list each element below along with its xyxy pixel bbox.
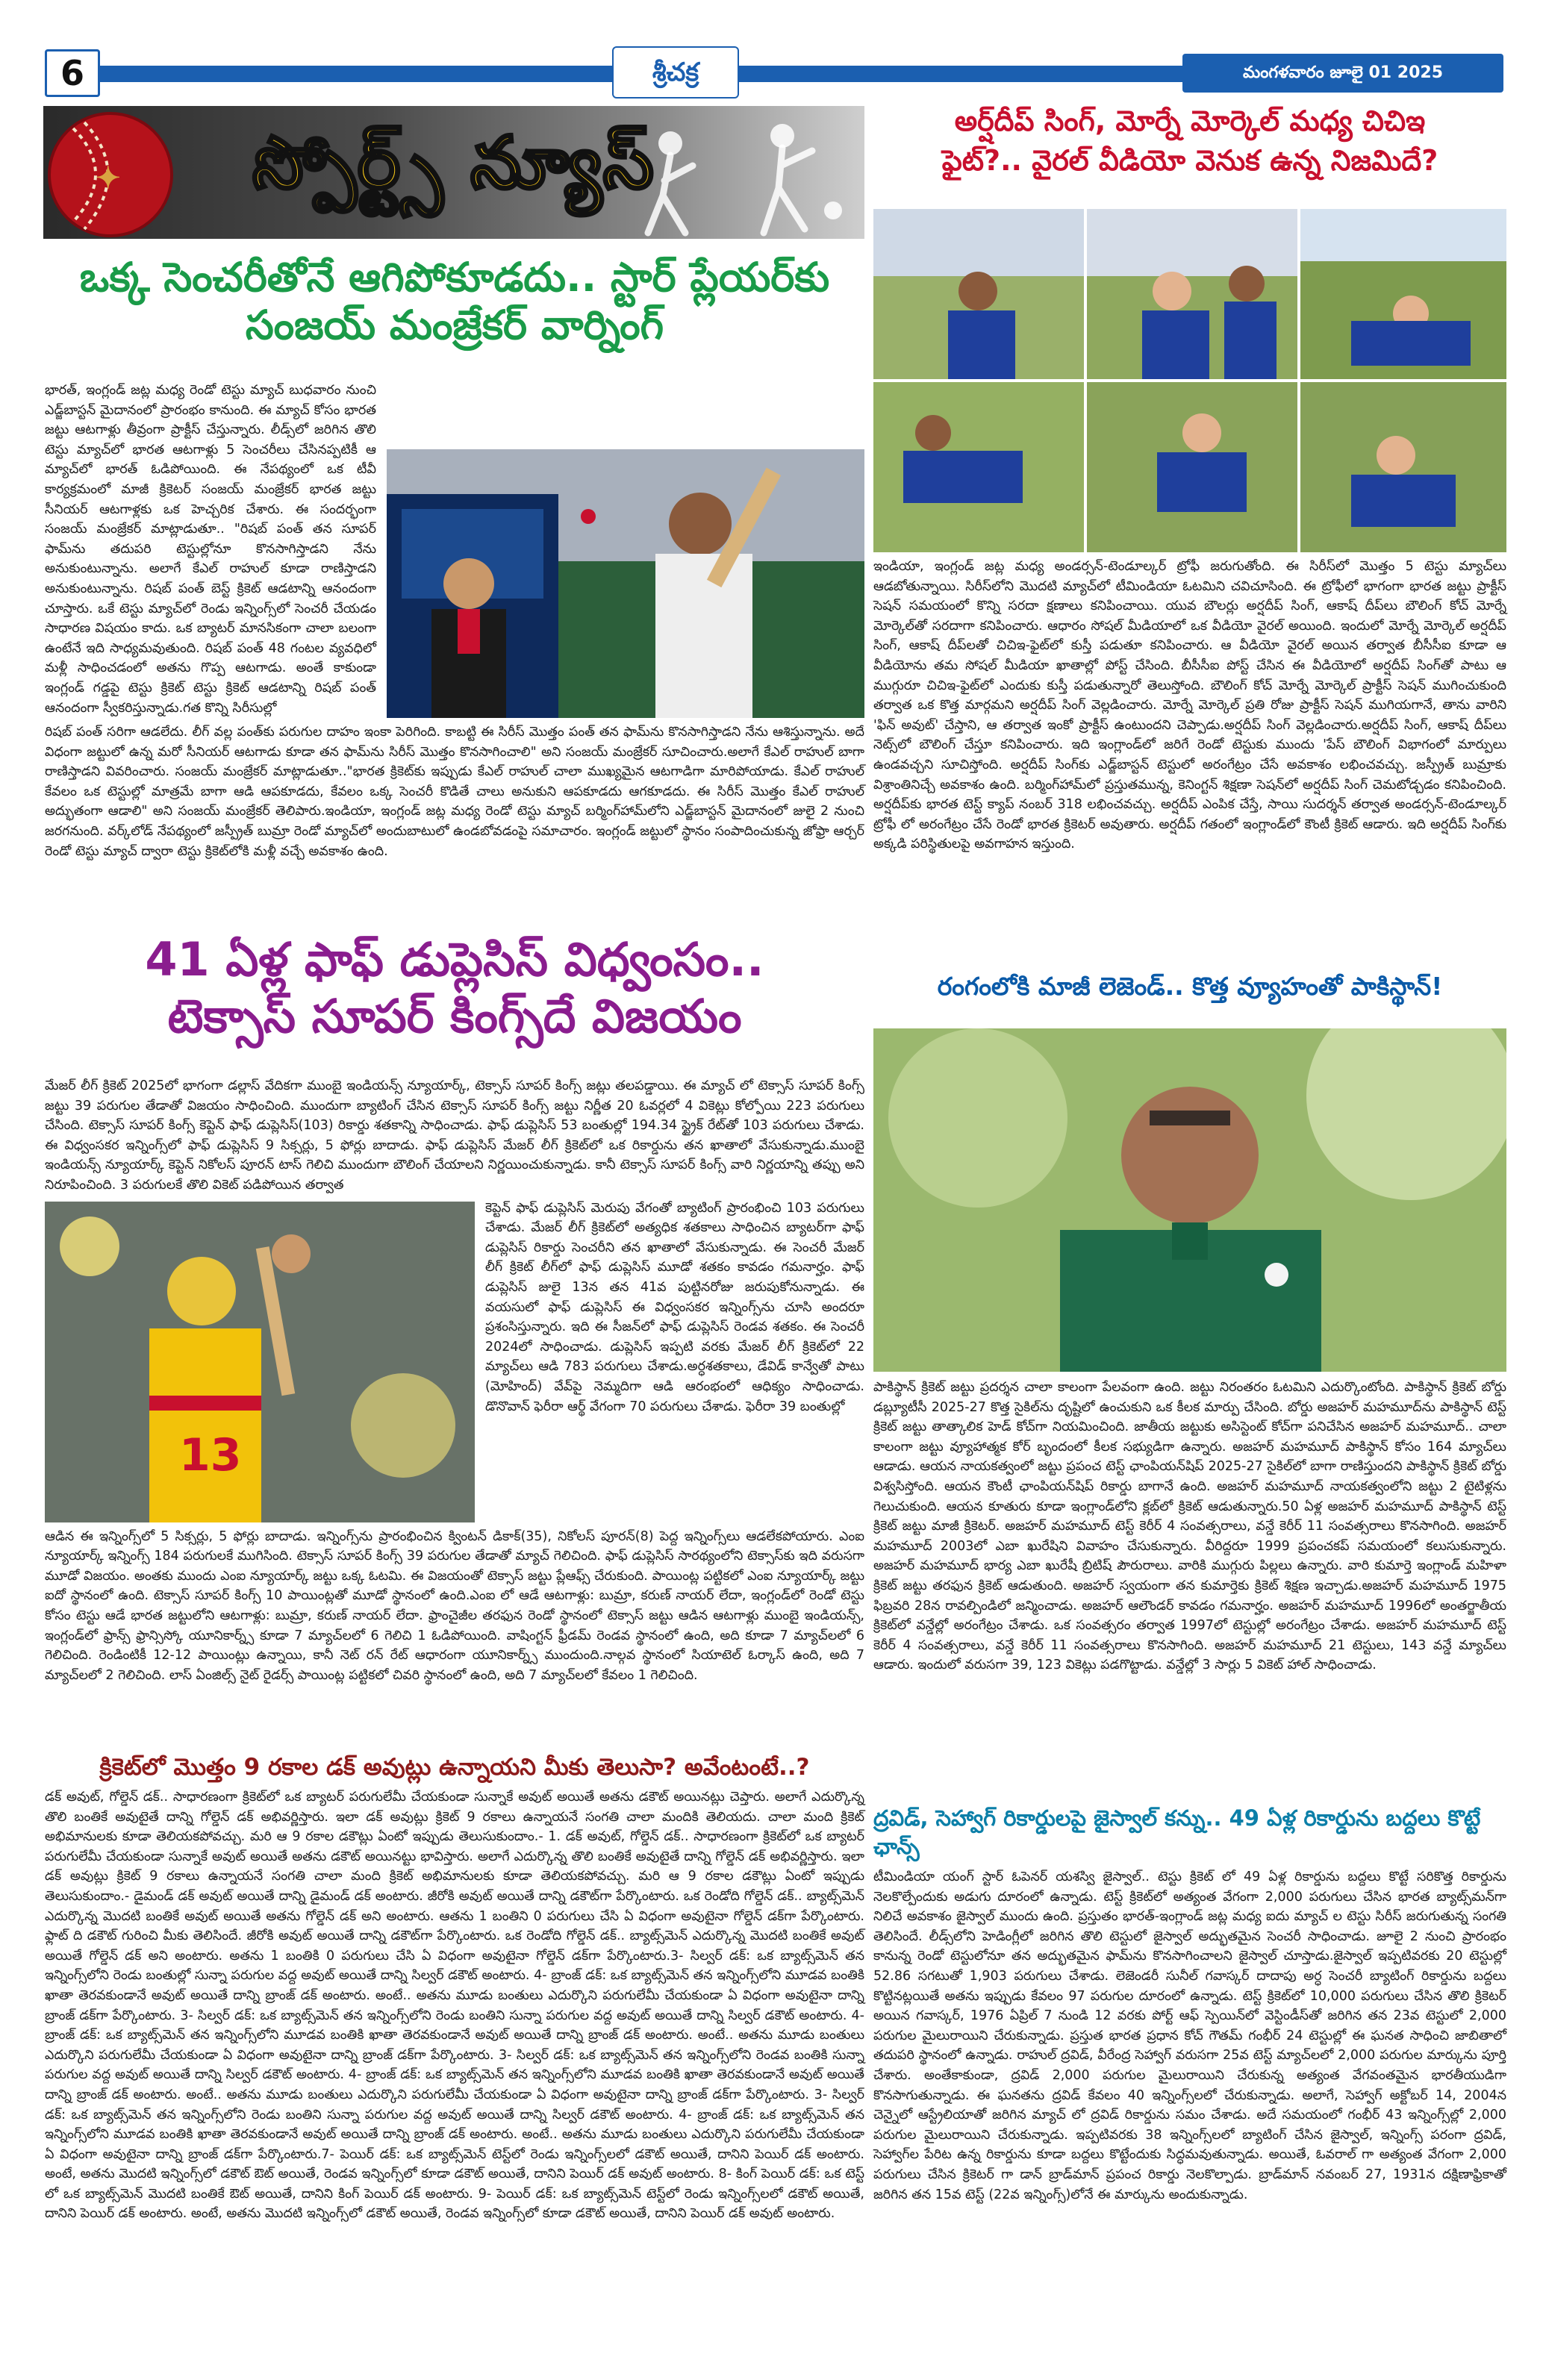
issue-date: మంగళవారం జూలై 01 2025 <box>1242 63 1444 82</box>
duplessis-paragraph-1: మేజర్ లీగ్ క్రికెట్ 2025లో భాగంగా డల్లాస్ వేదికగా ముంబై ఇండియన్స్ న్యూయార్క్, టెక్సాస్ సూపర్ కింగ్స్ జట్లు తలపడ్డాయి. ఈ మ్యాచ్ లో టెక్సాస్ సూపర్ కింగ్స్ జట్టు 39 పరుగుల తేడాతో విజయం సాధించింది. ముందుగా బ్యాటింగ్ చేసిన టెక్సాస్ సూపర్ కింగ్స్ జట్టు నిర్ణీత 20 ఓవర్లలో 4 వికెట్లు కోల్పోయి 223 పరుగులు చేసింది. టెక్సాస్ సూపర్ కింగ్స్ కెప్టెన్ ఫాఫ్ డుప్లెసిస్(103) రికార్డు శతకాన్ని సాధించాడు. ఫాఫ్ డుప్లెసిస్ 53 బంతుల్లో 194.34 స్ట్రైక్ రేట్‌తో 103 పరుగులు చేశాడు. ఈ విధ్వంసకర ఇన్నింగ్స్‌లో ఫాఫ్ డుప్లెసిస్ 9 సిక్సర్లు, 5 ఫోర్లు బాదాడు. ఫాఫ్ డుప్లెసిస్ మేజర్ లీగ్ క్రికెట్‌లో ఒక రికార్డును తన ఖాతాలో వేసుకున్నాడు.ముంబై ఇండియన్స్ న్యూయార్క్ కెప్టెన్ నికోలస్ పూరన్ టాస్ గెలిచి ముందుగా బౌలింగ్ చేయాలని నిర్ణయించుకున్నాడు. కానీ టెక్సాస్ సూపర్ కింగ్స్ వారి నిర్ణయాన్ని తప్పు అని నిరూపించింది. 3 పరుగులకే తొలి వికెట్ పడిపోయిన తర్వాత <box>45 1078 864 1193</box>
sports-news-banner <box>43 106 864 239</box>
pakistan-paragraph-1: పాకిస్థాన్ క్రికెట్ జట్టు ప్రదర్శన చాలా కాలంగా పేలవంగా ఉంది. జట్టు నిరంతరం ఓటమిని ఎదుర్కొంటోంది. పాకిస్థాన్ క్రికెట్ బోర్డు డబ్ల్యూటీసీ 2025-27 కొత్త సైకిల్‌ను దృష్టిలో ఉంచుకుని ఒక కీలక మార్పు చేసింది. బోర్డు అజహర్ మహమూద్‌ను పాకిస్థాన్ టెస్ట్ క్రికెట్ జట్టు తాత్కాలిక హెడ్ కోచ్‌గా నియమించింది. జాతీయ జట్టుకు అసిస్టెంట్ కోచ్‌గా పనిచేసిన అజహర్ మహమూద్.. చాలా కాలంగా జట్టు వ్యూహాత్మక కోర్ బృందంలో కీలక సభ్యుడిగా ఉన్నారు. అజహర్ మహమూద్ పాకిస్థాన్ కోసం 164 మ్యాచ్‌లు ఆడాడు. ఆయన నాయకత్వంలో జట్టు ప్రపంచ టెస్ట్ ఛాంపియన్‌షిప్ 2025-27 సైకిల్‌లో బాగా రాణిస్తుందని పాకిస్థాన్ క్రికెట్ బోర్డు విశ్వసిస్తోంది. ఆయన కౌంటీ ఛాంపియన్‌షిప్ రికార్డు బాగానే ఉంది. అజహర్ మహమూద్ నాయకత్వంలోని జట్టు 2 టైటిళ్లను గెలుచుకుంది. ఆయన కూతురు కూడా ఇంగ్లాండ్‌లోని క్లబ్‌లో క్రికెట్ ఆడుతున్నారు.50 ఏళ్ల అజహర్ మహమూద్ పాకిస్థాన్ టెస్ట్ క్రికెట్ జట్టు మాజీ క్రికెటర్. అజహర్ మహమూద్ టెస్ట్ కెరీర్ 4 సంవత్సరాలు, వన్డే కెరీర్ 11 సంవత్సరాలు కొనసాగింది. అజహర్ మహమూద్ 2003లో ఎబా ఖురేషిని వివాహం చేసుకున్నారు. వీరిద్దరూ 1999 ప్రపంచకప్ సమయంలో కలుసుకున్నారు. అజహర్ మహమూద్ భార్య ఎబా ఖురేషీ బ్రిటిష్ పౌరురాలు. వారికి ముగ్గురు పిల్లలు ఉన్నారు. వారి కుమార్తె ఇంగ్లాండ్ మహిళా క్రికెట్ జట్టు తరఫున క్రికెట్ ఆడుతుంది. అజహర్ స్వయంగా తన కుమార్తెకు క్రికెట్ శిక్షణ ఇచ్చాడు.అజహర్ మహమూద్ 1975 ఫిబ్రవరి 28న రావల్పిండిలో జన్మించాడు. అజహర్ ఆలౌండర్ కావడం గమనార్హం. అజహర్ మహమూద్ 1996లో అంతర్జాతీయ క్రికెట్‌లో వన్డేల్లో అరంగేట్రం చేశాడు. ఒక సంవత్సరం తర్వాత 1997లో టెస్టుల్లో అరంగేట్రం చేశాడు. అజహర్ మహమూద్ టెస్ట్ కెరీర్ 4 సంవత్సరాలు, వన్డే కెరీర్ 11 సంవత్సరాలు కొనసాగింది. అజహర్ మహమూద్ 21 టెస్టులు, 143 వన్డే మ్యాచ్‌లు ఆడారు. ఇందులో వరుసగా 39, 123 వికెట్లు పడగొట్టాడు. వన్డేల్లో 3 సార్లు 5 వికెట్ హాల్ సాధించాడు. <box>873 1380 1506 1673</box>
manjrekar-paragraph-2: రిషబ్ పంత్ సరిగా ఆడలేదు. లీగ్ వల్ల పంత్‌కు పరుగుల దాహం ఇంకా పెరిగింది. కాబట్టి ఈ సిరీస్ మొత్తం పంత్ తన ఫామ్‌ను కొనసాగిస్తాడని నేను ఆశిస్తున్నాను. అదే విధంగా జట్టులో ఉన్న మరో సీనియర్ ఆటగాడు కూడా తన ఫామ్‌ను సిరీస్ మొత్తం కొనసాగించాలి" అని సంజయ్ మంజ్రేకర్ సూచించారు.అలాగే కేఎల్ రాహుల్ బాగా రాణిస్తాడని వివరించారు. సంజయ్ మంజ్రేకర్ మాట్లాడుతూ.."భారత క్రికెట్‌కు ఇప్పుడు కేఎల్ రాహుల్ చాలా ముఖ్యమైన ఆటగాడిగా మారిపోయాడు. కేఎల్ రాహుల్ కేవలం ఒక టెస్టుల్లో మాత్రమే బాగా ఆడి ఆపకూడదు, కేవలం ఒక్క సెంచరీ కొడితే చాలు అనుకుని ఆపకూడదు ఆగకూడదు. ఈ సిరీస్ మొత్తం కేఎల్ రాహుల్ అద్భుతంగా ఆడాలి" అని సంజయ్ మంజ్రేకర్ తెలిపారు.ఇండియా, ఇంగ్లండ్ జట్ల మధ్య రెండో టెస్టు మ్యాచ్ బర్మింగ్‌హామ్‌లోని ఎడ్జ్‌బాస్టన్ మైదానంలో జులై 2 నుంచి జరగనుంది. వర్క్‌లోడ్ నేపథ్యంలో జస్ప్రీత్ బుమ్రా రెండో మ్యాచ్‌లో అందుబాటులో ఉండబోవడంపై సమాచారం. ఇంగ్లండ్ జట్టులో స్థానం సంపాదించుకున్న జోఫ్రా ఆర్చర్ రెండో టెస్టు మ్యాచ్ ద్వారా టెస్టు క్రికెట్‌లోకి మళ్లీ వచ్చే అవకాశం ఉంది. <box>45 725 864 859</box>
manjrekar-photo <box>387 449 864 718</box>
headline-pakistan: రంగంలోకి మాజీ లెజెండ్.. కొత్త వ్యూహంతో పాకిస్థాన్! <box>937 972 1443 1001</box>
headline-ducks: క్రికెట్‌లో మొత్తం 9 రకాల డక్ అవుట్లు ఉన్నాయని మీకు తెలుసా? అవేంటంటే..? <box>99 1754 810 1781</box>
section-title: స్పోర్ట్స్ న్యూస్ <box>252 121 655 204</box>
duplessis-celebration-photo <box>45 1202 475 1522</box>
duplessis-paragraph-3: ఆడిన ఈ ఇన్నింగ్స్‌లో 5 సిక్సర్లు, 5 ఫోర్లు బాదాడు. ఇన్నింగ్స్‌ను ప్రారంభించిన క్వింటన్ డికాక్(35), నికోలస్ పూరన్(8) పెద్ద ఇన్నింగ్స్‌లు ఆడలేకపోయారు. ఎంఐ న్యూయార్క్ ఇన్నింగ్స్ 184 పరుగులకే ముగిసింది. టెక్సాస్ సూపర్ కింగ్స్ 39 పరుగుల తేడాతో మ్యాచ్ గెలిచింది. ఫాఫ్ డుప్లెసిస్ సారథ్యంలోని టెక్సాస్‌కు ఇది వరుసగా మూడో విజయం. అంతకు ముందు ఎంఐ న్యూయార్క్ జట్టు ఒక్క ఓటమి. ఈ విజయంతో టెక్సాస్ జట్టు ప్లేఆఫ్స్ చేరుకుంది. పాయింట్ల పట్టికలో ఎంఐ న్యూయార్క్ జట్టు ఐదో స్థానంలో ఉంది. టెక్సాస్ సూపర్ కింగ్స్ 10 పాయింట్లతో మూడో స్థానంలో ఉంది.ఎంఐ లో ఆడే ఆటగాళ్లు: బుమ్రా, కరుణ్ నాయర్ లేదా, ఇంగ్లండ్‌లో రెండో టెస్టు కోసం టెస్టు ఆడే భారత జట్టులోని ఆటగాళ్లు: బుమ్రా, కరుణ్ నాయర్ లేదా. ఫ్రాంచైజీల తరఫున రెండో స్థానంలో టెక్సాస్ జట్టు ఆడిన ఆటగాళ్లు ముంబై ఇండియన్స్, ఇంగ్లండ్‌లో ఫ్రాన్స్ ఫ్రాన్సిస్కో యూనికార్న్స్ కూడా 7 మ్యాచ్‌లలో 6 గెలిచి 1 ఓడిపోయింది. వాషింగ్టన్ ఫ్రీడమ్ రెండవ స్థానంలో ఉంది, అది కూడా 7 మ్యాచ్‌లలో 6 గెలిచింది. రెండింటికీ 12-12 పాయింట్లు ఉన్నాయి, కానీ నెట్ రన్ రేట్ ఆధారంగా యూనికార్న్స్ ముందుంది.నాల్గవ స్థానంలో సియాటెల్ ఓర్కాస్ ఉంది, అది 7 మ్యాచ్‌లలో 2 గెలిచింది. లాస్ ఏంజిల్స్ నైట్ రైడర్స్ పాయింట్ల పట్టికలో చివరి స్థానంలో ఉంది, అది 7 మ్యాచ్‌లలో కేవలం 1 గెలిచింది. <box>45 1528 864 1683</box>
pakistan-photo <box>873 1028 1506 1372</box>
paper-name: శ్రీచక్ర <box>652 57 699 87</box>
headline-duplessis-line1: 41 ఏళ్ల ఫాఫ్ డుప్లెసిస్ విధ్వంసం.. <box>145 932 764 987</box>
arshdeep-paragraph-1: ఇండియా, ఇంగ్లండ్ జట్ల మధ్య అండర్సన్-టెండూల్కర్ ట్రోఫీ జరుగుతోంది. ఈ సిరీస్‌లో మొత్తం 5 టెస్టు మ్యాచ్‌లు ఆడబోతున్నాయి. సిరీస్‌లోని మొదటి మ్యాచ్‌లో టీమిండియా ఓటమిని చవిచూసింది. ఈ ట్రోఫీలో భాగంగా భారత జట్టు ప్రాక్టీస్ సెషన్ సమయంలో కొన్ని సరదా క్షణాలు కనిపించాయి. యువ బౌలర్లు అర్షదీప్ సింగ్, ఆకాష్ దీప్‌లు బౌలింగ్ కోచ్ మోర్నే మోర్కెల్‌తో సరదాగా కనిపించారు. ఆధారం సోషల్ మీడియాలో ఒక వీడియో వైరల్ అయింది. ఇందులో మోర్నే మోర్కెల్ అర్షదీప్ సింగ్, ఆకాష్ దీప్‌లతో చిచిఇ-ఫైట్‌లో కుస్తీ పడుతూ కనిపించారు. ఆ వీడియో వైరల్ అయిన తర్వాత బీసీసీఐ కూడా ఆ వీడియోను తమ సోషల్ మీడియా ఖాతాల్లో పోస్ట్ చేసింది. బీసీసీఐ పోస్ట్ చేసిన ఈ వీడియోలో అర్షదీప్ సింగ్‌తో పాటు ఆ ముగ్గురూ చిచిఇ-ఫైట్‌లో ఎందుకు కుస్తీ పడుతున్నారో తెలుస్తోంది. బౌలింగ్ కోచ్ మోర్నే మోర్కెల్ ప్రాక్టీస్ సెషన్ ముగించుకుంది తర్వాత ఒక కొత్త మార్గమని అర్షదీప్ సింగ్ వెల్లడించారు. మోర్నే మోర్కెల్ ప్రతి రోజు ప్రాక్టీస్ సెషన్ ముగియగానే, తాను వారిని 'ఫిన్ అవుట్' చేస్తాని, ఆ తర్వాత ఇంకో ప్రాక్టీస్ ఉంటుందని చెప్పాడు.అర్షదీప్ సింగ్ వెల్లడించారు.అర్షదీప్ సింగ్, ఆకాష్ దీప్‌లు నెట్స్‌లో బౌలింగ్ చేస్తూ కనిపించారు. ఇది ఇంగ్లాండ్‌లో జరిగే రెండో టెస్టుకు ముందు 'పేస్ బౌలింగ్ విభాగంలో మార్పులు ఉండవచ్చని సూచిస్తోంది. అర్షదీప్ సింగ్‌కు ఎడ్జ్‌బాస్టన్ టెస్టులో అరంగేట్రం చేసే అవకాశం లభించవచ్చు. జస్ప్రీత్ బుమ్రాకు విశ్రాంతినిచ్చే అవకాశం ఉంది. బర్మింగ్‌హామ్‌లో ప్రస్తుతమున్న, కెనింగ్టన్ శిక్షణా సెషన్‌లో అర్షదీప్ సింగ్ చెమటోడ్చడం కనిపించింది. అర్షదీప్‌కు భారత టెస్ట్ క్యాప్ నంబర్ 318 లభించవచ్చు. అర్షదీప్ ఎంపిక చేస్తే, సాయి సుదర్శన్ తర్వాత అండర్సన్-టెండూల్కర్ ట్రోఫీ లో అరంగేట్రం చేసే రెండో భారత క్రికెటర్ అవుతారు. అర్షదీప్ గతంలో ఇంగ్లాండ్‌లో కౌంటీ క్రికెట్ ఆడారు. ఇది అర్షదీప్ సింగ్‌కు అక్కడి పరిస్థితులపై అవగాహన ఇస్తుంది. <box>873 559 1506 852</box>
paper-logo <box>612 46 739 99</box>
headline-jaiswal: ద్రవిడ్, సెహ్వాగ్ రికార్డులపై జైస్వాల్ కన్ను.. 49 ఏళ్ల రికార్డును బద్దలు కొట్టే ఛాన్స్ <box>873 1805 1481 1859</box>
azhar-mahmood-photo <box>873 1028 1506 1372</box>
cricket-ball-icon <box>43 106 208 239</box>
jaiswal-paragraph-1: టీమిండియా యంగ్ స్టార్ ఓపెనర్ యశస్వి జైస్వాల్.. టెస్టు క్రికెట్ లో 49 ఏళ్ల రికార్డును బద్దలు కొట్టే సరికొత్త రికార్డును నెలకొల్పేందుకు అడుగు దూరంలో ఉన్నాడు. టెస్ట్ క్రికెట్‌లో అత్యంత వేగంగా 2,000 పరుగులు చేసిన భారత బ్యాట్స్‌మన్‌గా నిలిచే అవకాశం జైస్వాల్ ముందు ఉంది. ప్రస్తుతం భారత్-ఇంగ్లాండ్ జట్ల మధ్య ఐదు మ్యాచ్ ల టెస్టు సిరీస్ జరుగుతున్న సంగతి తెలిసిందే. లీడ్స్‌లోని హెడింగ్లీలో జరిగిన తొలి టెస్టులో జైస్వాల్ అద్భుతమైన సెంచరీ సాధించాడు. జూలై 2 నుంచి ప్రారంభం కానున్న రెండో టెస్టులోనూ తన అద్భుతమైన ఫామ్‌ను కొనసాగించాలని జైస్వాల్ చూస్తాడు.జైస్వాల్ ఇప్పటివరకు 20 టెస్టుల్లో 52.86 సగటుతో 1,903 పరుగులు చేశాడు. లెజెండరీ సునీల్ గవాస్కర్ దాదాపు అర్ధ సెంచరీ బ్యాటింగ్ రికార్డును బద్దలు కొట్టినట్లయితే అతను ఇప్పుడు కేవలం 97 పరుగుల దూరంలో ఉన్నాడు. టెస్ట్ క్రికెట్‌లో 10,000 పరుగులు చేసిన తొలి క్రికెటర్ అయిన గవాస్కర్, 1976 ఏప్రిల్ 7 నుండి 12 వరకు పోర్ట్ ఆఫ్ స్పెయిన్‌లో వెస్టిండీస్‌తో జరిగిన తన 23వ టెస్టులో 2,000 పరుగుల మైలురాయిని చేరుకున్నాడు. ప్రస్తుత భారత ప్రధాన కోచ్ గౌతమ్ గంభీర్ 24 టెస్టుల్లో ఈ ఘనత సాధించి జాబితాలో తదుపరి స్థానంలో ఉన్నాడు. రాహుల్ ద్రవిడ్, వీరేంద్ర సెహ్వాగ్ వరుసగా 25వ టెస్ట్ మ్యాచ్‌లలో 2,000 పరుగుల మార్కును పూర్తి చేశారు. అంతేకాకుండా, ద్రవిడ్ 2,000 పరుగుల మైలురాయిని చేరుకున్న అత్యంత వేగవంతమైన భారతీయుడిగా కొనసాగుతున్నాడు. ఈ ఘనతను ద్రవిడ్ కేవలం 40 ఇన్నింగ్స్‌లలో చేరుకున్నాడు. అలాగే, సెహ్వాగ్ అక్టోబర్ 14, 2004న చెన్నైలో ఆస్ట్రేలియాతో జరిగిన మ్యాచ్ లో ద్రవిడ్ రికార్డును సమం చేశాడు. అదే సమయంలో గంభీర్ 43 ఇన్నింగ్స్‌ల్లో 2,000 పరుగుల మైలురాయిని చేరుకున్నాడు. ఇప్పటివరకు 38 ఇన్నింగ్స్‌లలో బ్యాటింగ్ చేసిన జైస్వాల్, ఇన్నింగ్స్ పరంగా ద్రవిడ్, సెహ్వాగ్‌ల పేరిట ఉన్న రికార్డును కూడా బద్దలు కొట్టేందుకు సిద్ధమవుతున్నాడు. అయితే, ఓవరాల్ గా అత్యంత వేగంగా 2,000 పరుగులు చేసిన క్రికెటర్ గా డాన్ బ్రాడ్‌మాన్ ప్రపంచ రికార్డు నెలకొల్పాడు. బ్రాడ్‌మాన్ నవంబర్ 27, 1931న దక్షిణాఫ్రికాతో జరిగిన తన 15వ టెస్ట్ (22వ ఇన్నింగ్స్)లోనే ఈ మార్కును అందుకున్నాడు. <box>873 1870 1506 2202</box>
headline-arshdeep-line2: ఫైట్?.. వైరల్ వీడియో వెనుక ఉన్న నిజమిదే? <box>941 144 1438 178</box>
headline-duplessis <box>45 931 864 1044</box>
article-jaiswal-col <box>873 1867 1506 2208</box>
headline-arshdeep-line1: అర్ష్‌దీప్ సింగ్, మోర్నే మోర్కెల్ మధ్య చిచిఇ <box>954 104 1426 137</box>
headline-duplessis-line2: టెక్సాస్ సూపర్ కింగ్స్‌దే విజయం <box>167 988 742 1043</box>
article-manjrekar-col <box>45 381 864 864</box>
svg-text:✦: ✦ <box>96 160 121 196</box>
practice-session-photos <box>873 209 1506 552</box>
article-duplessis-col <box>45 1076 864 1688</box>
page-number-badge <box>45 49 100 97</box>
rahul-batting-photo <box>387 449 864 718</box>
date-banner <box>1182 54 1503 93</box>
duplessis-paragraph-2: కెప్టెన్ ఫాఫ్ డుప్లెసిస్ మెరుపు వేగంతో బ్యాటింగ్ ప్రారంభించి 103 పరుగులు చేశాడు. మేజర్ లీగ్ క్రికెట్‌లో అత్యధిక శతకాలు సాధించిన బ్యాటర్‌గా ఫాఫ్ డుప్లెసిస్ రికార్డు సెంచరీని తన ఖాతాలో వేసుకున్నాడు. ఈ సెంచరీ మేజర్ లీగ్ క్రికెట్ లీగ్‌లో ఫాఫ్ డుప్లెసిస్ మూడో శతకం కావడం గమనార్హం. ఫాఫ్ డుప్లెసిస్ జులై 13న తన 41వ పుట్టినరోజు జరుపుకోనున్నాడు. ఈ వయసులో ఫాఫ్ డుప్లెసిస్ ఈ విధ్వంసకర ఇన్నింగ్స్‌ను చూసి అందరూ ప్రశంసిస్తున్నారు. ఇది ఈ సీజన్‌లో ఫాఫ్ డుప్లెసిస్ రెండవ శతకం. ఈ సెంచరీ 2024లో సాధించాడు. డుప్లెసిస్ ఇప్పటి వరకు మేజర్ లీగ్ క్రికెట్‌లో 22 మ్యాచ్‌లు ఆడి 783 పరుగులు చేశాడు.అర్ధశతకాలు, డేవిడ్ కాన్వేతో పాటు (మోహింద్) వేవ్‌పై నెమ్మదిగా ఆడి ఆరంభంలో ఆధిక్యం సాధించాడు. డొనొవాన్ ఫెరీరా ఆర్థ్ వేగంగా 70 పరుగులు చేశాడు. ఫెరీరా 39 బంతుల్లో <box>485 1200 864 1414</box>
duplessis-photo <box>45 1202 475 1522</box>
ducks-paragraph-1: డక్ అవుట్, గోల్డెన్ డక్.. సాధారణంగా క్రికెట్‌లో ఒక బ్యాటర్ పరుగులేమీ చేయకుండా సున్నాకే అవుట్ అయితే అతను డకౌట్ అయినట్లు చెప్తారు. అలాగే ఎదుర్కొన్న తొలి బంతికే అవుటైతే దాన్ని గోల్డెన్ డక్ అభివర్ణిస్తారు. ఇలా డక్ అవుట్లు క్రికెట్ 9 రకాలు ఉన్నాయనే సంగతి చాలా మందికి తెలియదు. చాలా మంది క్రికెట్ అభిమానులకు కూడా తెలియకపోవచ్చు. మరి ఆ 9 రకాల డకౌట్లు ఏంటో ఇప్పుడు తెలుసుకుందాం.- 1. డక్ అవుట్, గోల్డెన్ డక్.. సాధారణంగా క్రికెట్‌లో ఒక బ్యాటర్ పరుగులేమీ చేయకుండా సున్నాకే అవుట్ అయితే అతను డకౌట్ అయినట్టు భావిస్తారు. అలాగే ఎదుర్కొన్న తొలి బంతికే అవుటైతే దాన్ని గోల్డెన్ డక్ అభివర్ణిస్తారు. ఇలా డక్ అవుట్లు క్రికెట్ 9 రకాలు ఉన్నాయనే సంగతి చాలా మంది క్రికెట్ అభిమానులకు కూడా తెలియకపోవచ్చు. మరి ఆ 9 రకాల డకౌట్లు ఏంటో ఇప్పుడు తెలుసుకుందాం.- డైమండ్ డక్ అవుట్ అయితే దాన్ని డైమండ్ డక్ అంటారు. జీరోకి అవుట్ అయితే దాన్ని డకౌట్‌గా పేర్కొంటారు. ఒక రెండోది గోల్డెన్ డక్.. బ్యాట్స్‌మెన్ ఎదుర్కొన్న మొదటి బంతికే అవుట్ అయితే అతను గోల్డెన్ డక్ అని అంటారు. ఆతను 1 బంతిని 0 పరుగులు చేసి ఏ విధంగా అవుటైనా గోల్డెన్ డక్‌గా పేర్కొంటారు. ఫ్లాట్ ది డకౌట్ గురించి మీకు తెలిసిందే. జీరోకి అవుట్ అయితే దాన్ని డకౌట్‌గా పేర్కొంటారు. ఒక రెండోది గోల్డెన్ డక్.. బ్యాట్స్‌మెన్ ఎదుర్కొన్న మొదటి బంతికే అవుట్ అయితే గోల్డెన్ డక్ అని అంటారు. అతను 1 బంతికి 0 పరుగులు చేసి ఏ విధంగా అవుటైనా గోల్డెన్ డక్‌గా పేర్కొంటారు.3- సిల్వర్ డక్: ఒక బ్యాట్స్‌మెన్ తన ఇన్నింగ్స్‌లోని రెండు బంతుల్లో సున్నా పరుగుల వద్ద అవుట్ అయితే దాన్ని సిల్వర్ డకౌట్ అంటారు. 4- బ్రాంజ్ డక్: ఒక బ్యాట్స్‌మెన్ తన ఇన్నింగ్స్‌లోని మూడవ బంతికి ఖాతా తెరవకుండానే అవుట్ అయితే దాన్ని బ్రాంజ్ డక్ అంటారు. అంటే.. అతను మూడు బంతులు ఎదుర్కొని పరుగులేమీ చేయకుండా ఏ విధంగా అవుటైనా దాన్ని బ్రాంజ్ డక్‌గా పేర్కొంటారు. 3- సిల్వర్ డక్: ఒక బ్యాట్స్‌మెన్ తన ఇన్నింగ్స్‌లోని రెండు బంతిని సున్నా పరుగుల వద్ద అవుట్ అయితే దాన్ని సిల్వర్ డకౌట్ అంటారు. 4- బ్రాంజ్ డక్: ఒక బ్యాట్స్‌మెన్ తన ఇన్నింగ్స్‌లోని మూడవ బంతికి ఖాతా తెరవకుండానే అవుట్ అయితే దాన్ని బ్రాంజ్ డక్ అంటారు. అంటే.. అతను మూడు బంతులు ఎదుర్కొని పరుగులేమీ చేయకుండా ఏ విధంగా అవుటైనా దాన్ని బ్రాంజ్ డక్‌గా పేర్కొంటారు. 3- సిల్వర్ డక్: ఒక బ్యాట్స్‌మెన్ తన ఇన్నింగ్స్‌లోని రెండవ బంతికి సున్నా పరుగుల వద్ద అవుట్ అయితే దాన్ని సిల్వర్ డకౌట్ అంటారు. 4- బ్రాంజ్ డక్: ఒక బ్యాట్స్‌మెన్ తన ఇన్నింగ్స్‌లోని మూడవ బంతికి ఖాతా తెరవకుండానే అవుట్ అయితే దాన్ని బ్రాంజ్ డక్ అంటారు. అంటే.. అతను మూడు బంతులు ఎదుర్కొని పరుగులేమీ చేయకుండా ఏ విధంగా అవుటైనా దాన్ని బ్రాంజ్ డక్‌గా పేర్కొంటారు. 3- సిల్వర్ డక్: ఒక బ్యాట్స్‌మెన్ తన ఇన్నింగ్స్‌లోని రెండు బంతిని సున్నా పరుగుల వద్ద అవుట్ అయితే దాన్ని సిల్వర్ డకౌట్ అంటారు. 4- బ్రాంజ్ డక్: ఒక బ్యాట్స్‌మెన్ తన ఇన్నింగ్స్‌లోని మూడవ బంతికి ఖాతా తెరవకుండానే అవుట్ అయితే దాన్ని బ్రాంజ్ డక్ అంటారు. అంటే.. అతను మూడు బంతులు ఎదుర్కొని పరుగులేమీ చేయకుండా ఏ విధంగా అవుటైనా దాన్ని బ్రాంజ్ డక్‌గా పేర్కొంటారు.7- పెయిర్ డక్: ఒక బ్యాట్స్‌మెన్ టెస్ట్‌లో రెండు ఇన్నింగ్స్‌లలో డకౌట్ అయితే, దానిని పెయిర్ డక్ అంటారు. అంటే, అతను మొదటి ఇన్నింగ్స్‌లో డకౌట్ ఔట్ అయితే, రెండవ ఇన్నింగ్స్‌లో కూడా డకౌట్ అయితే, దానిని పెయిర్ డక్ అవుట్ అంటారు. 8- కింగ్ పెయిర్ డక్: ఒక టెస్ట్ లో ఒక బ్యాట్స్‌మెన్ మొదటి బంతికే ఔట్ అయితే, దానిని కింగ్ పెయిర్ డక్ అంటారు. 9- పెయిర్ డక్: ఒక బ్యాట్స్‌మెన్ టెస్ట్‌లో రెండు ఇన్నింగ్స్‌లలో డకౌట్ అయితే, దానిని పెయిర్ డక్ అంటారు. అంటే, అతను మొదటి ఇన్నింగ్స్‌లో డకౌట్ అయితే, రెండవ ఇన్నింగ్స్‌లో కూడా డకౌట్ అయితే, దానిని పెయిర్ డక్ అవుట్ అంటారు. <box>45 1790 864 2222</box>
headline-arshdeep <box>873 101 1506 181</box>
arshdeep-photo-collage <box>873 209 1506 552</box>
article-ducks-col <box>45 1787 864 2227</box>
article-pakistan-col <box>873 1378 1506 1678</box>
page-number: 6 <box>60 53 84 93</box>
svg-text:13: 13 <box>179 1428 242 1481</box>
article-arshdeep-col <box>873 557 1506 858</box>
headline-manjrekar: ఒక్క సెంచరీతోనే ఆగిపోకూడదు.. స్టార్ ప్లేయర్‌కు సంజయ్ మంజ్రేకర్ వార్నింగ్ <box>79 254 830 349</box>
manjrekar-paragraph-1: భారత్, ఇంగ్లండ్ జట్ల మధ్య రెండో టెస్టు మ్యాచ్ బుధవారం నుంచి ఎడ్జ్‌బాస్టన్ మైదానంలో ప్రారంభం కానుంది. ఈ మ్యాచ్ కోసం భారత జట్టు ఆటగాళ్లు తీవ్రంగా ప్రాక్టీస్ చేస్తున్నారు. లీడ్స్‌లో జరిగిన తొలి టెస్టు మ్యాచ్‌లో భారత ఆటగాళ్లు 5 సెంచరీలు చేసినప్పటికీ ఆ మ్యాచ్‌లో భారత్ ఓడిపోయింది. ఈ నేపథ్యంలో ఒక టీవీ కార్యక్రమంలో మాజీ క్రికెటర్ సంజయ్ మంజ్రేకర్ భారత జట్టు సీనియర్ ఆటగాళ్లకు ఒక హెచ్చరిక చేశారు. ఈ సందర్భంగా సంజయ్ మంజ్రేకర్ మాట్లాడుతూ.. "రిషబ్ పంత్ తన సూపర్ ఫామ్‌ను తదుపరి టెస్టుల్లోనూ కొనసాగిస్తాడని నేను అనుకుంటున్నాను. అలాగే కేఎల్ రాహుల్ కూడా రాణిస్తాడని అనుకుంటున్నాను. రిషబ్ పంత్ బెస్ట్ క్రికెట్ ఆడటాన్ని ఆనందంగా చూస్తారు. ఒకే టెస్టు మ్యాచ్‌లో రెండు ఇన్నింగ్స్‌లో సెంచరీ చేయడం సాధారణ విషయం కాదు. ఒక బ్యాటర్ మానసికంగా చాలా బలంగా ఉంటేనే ఇది సాధ్యమవుతుంది. రిషబ్ పంత్ 48 గంటల వ్యవధిలో మళ్లీ సాధించడంలో అతను గొప్ప ఆటగాడు. అంతే కాకుండా ఇంగ్లండ్ గడ్డపై టెస్టు క్రికెట్ టెస్టు క్రికెట్ ఆడటాన్ని రిషబ్ పంత్ ఆనందంగా స్వీకరిస్తున్నాడు.గత కొన్ని సిరీసుల్లో <box>45 383 376 716</box>
